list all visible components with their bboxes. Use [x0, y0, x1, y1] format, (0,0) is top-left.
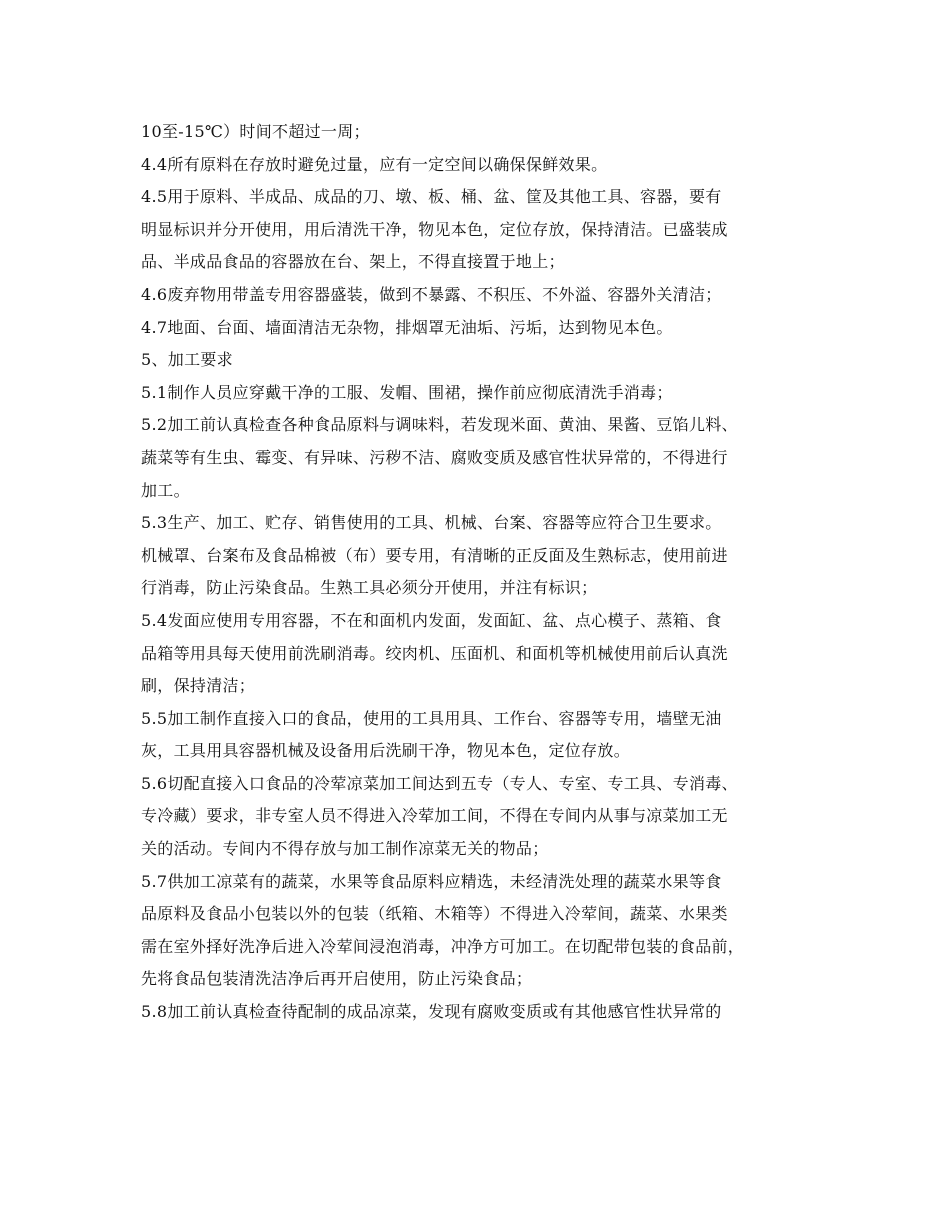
section-heading: 5、加工要求: [141, 350, 233, 370]
text-line: 10至-15℃）时间不超过一周；: [141, 122, 370, 141]
text-line: 刷，保持清洁；: [141, 676, 256, 696]
text-line: 4.4所有原料在存放时避免过量，应有一定空间以确保保鲜效果。: [141, 154, 608, 174]
text-line: 蔬菜等有生虫、霉变、有异味、污秽不洁、腐败变质及感官性状异常的，不得进行: [141, 447, 728, 467]
text-line: 明显标识并分开使用，用后清洗干净，物见本色，定位存放，保持清洁。已盛装成: [141, 219, 728, 239]
document-body: [141, 116, 821, 1029]
text-line: 关的活动。专间内不得存放与加工制作凉菜无关的物品；: [141, 839, 549, 859]
text-line: 品箱等用具每天使用前洗刷消毒。绞肉机、压面机、和面机等机械使用前后认真洗: [141, 643, 728, 663]
text-line: 5.3生产、加工、贮存、销售使用的工具、机械、台案、容器等应符合卫生要求。: [141, 513, 722, 533]
text-line: 4.5用于原料、半成品、成品的刀、墩、板、桶、盆、筐及其他工具、容器，要有: [141, 187, 722, 207]
text-line: 5.5加工制作直接入口的食品，使用的工具用具、工作台、容器等专用，墙壁无油: [141, 708, 722, 728]
text-line: 行消毒，防止污染食品。生熟工具必须分开使用，并注有标识；: [141, 578, 598, 598]
text-line: 灰，工具用具容器机械及设备用后洗刷干净，物见本色，定位存放。: [141, 741, 631, 761]
text-line: 先将食品包装清洗洁净后再开启使用，防止污染食品；: [141, 969, 533, 989]
text-line: 机械罩、台案布及食品棉被（布）要专用，有清晰的正反面及生熟标志，使用前进: [141, 545, 728, 565]
text-line: 需在室外择好洗净后进入冷荤间浸泡消毒，冲净方可加工。在切配带包装的食品前，: [141, 936, 745, 956]
text-line: 5.1制作人员应穿戴干净的工服、发帽、围裙，操作前应彻底清洗手消毒；: [141, 382, 673, 402]
text-line: 4.7地面、台面、墙面清洁无杂物，排烟罩无油垢、污垢，达到物见本色。: [141, 317, 673, 337]
text-line: 5.4发面应使用专用容器，不在和面机内发面，发面缸、盆、点心模子、蒸箱、食: [141, 610, 722, 630]
text-line: 品原料及食品小包装以外的包装（纸箱、木箱等）不得进入冷荤间，蔬菜、水果类: [141, 904, 728, 924]
text-line: 5.8加工前认真检查待配制的成品凉菜，发现有腐败变质或有其他感官性状异常的: [141, 1002, 722, 1022]
text-line: 5.2加工前认真检查各种食品原料与调味料，若发现米面、黄油、果酱、豆馅儿料、: [141, 415, 738, 435]
text-line: 5.6切配直接入口食品的冷荤凉菜加工间达到五专（专人、专室、专工具、专消毒、: [141, 773, 738, 793]
text-line: 品、半成品食品的容器放在台、架上，不得直接置于地上；: [141, 252, 565, 272]
text-line: 4.6废弃物用带盖专用容器盛装，做到不暴露、不积压、不外溢、容器外关清洁；: [141, 284, 722, 304]
text-line: 加工。: [141, 480, 190, 500]
text-line: 专冷藏）要求，非专室人员不得进入冷荤加工间，不得在专间内从事与凉菜加工无: [141, 806, 728, 826]
text-line: 5.7供加工凉菜有的蔬菜，水果等食品原料应精选，未经清洗处理的蔬菜水果等食: [141, 871, 722, 891]
